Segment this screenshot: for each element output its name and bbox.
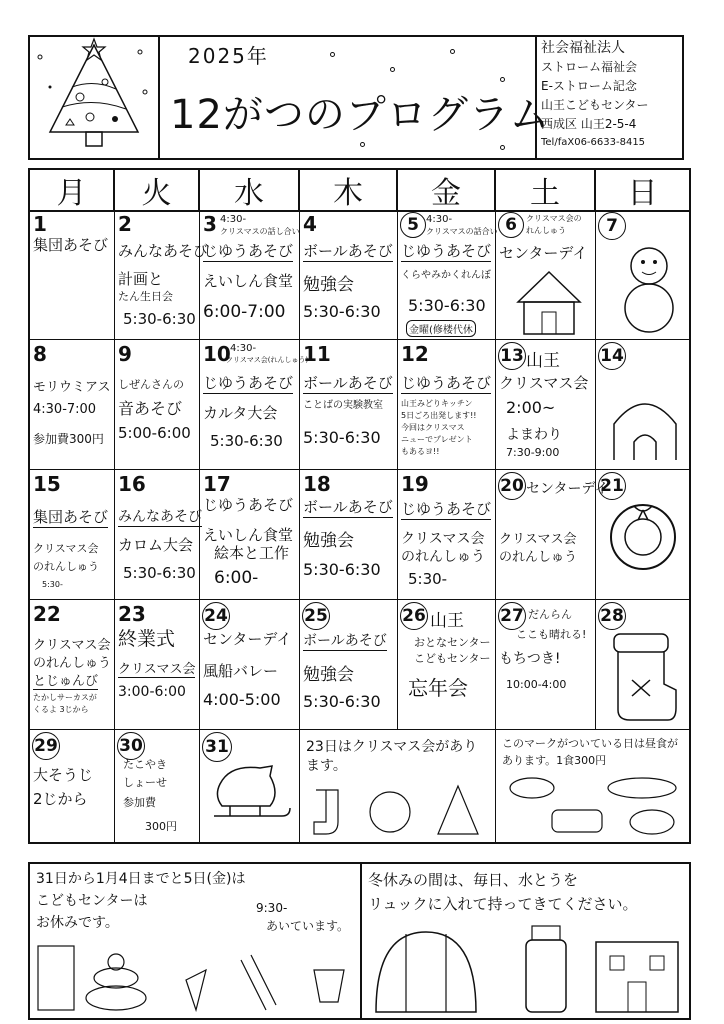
snow-dot	[390, 67, 395, 72]
org-line: 西成区 山王2-5-4	[541, 117, 637, 131]
event-text: 300円	[145, 820, 177, 833]
day-cell-22	[30, 600, 115, 730]
day-cell-24	[200, 600, 300, 730]
event-time: 6:00-	[214, 568, 259, 588]
org-line: 社会福祉法人	[541, 40, 625, 56]
lunch-mark-day-number: 20	[498, 472, 526, 500]
event-text: よまわり	[506, 427, 562, 443]
event-text: センターデイ	[203, 630, 292, 648]
event-time: 2じから	[33, 790, 88, 808]
igloo-icon	[610, 384, 680, 464]
lunch-mark-day-number: 25	[302, 602, 330, 630]
day-cell-16	[115, 470, 200, 600]
event-text: 5日ごろ出発します!!	[401, 411, 477, 420]
event-text: ボールあそび	[303, 498, 393, 516]
event-time: 5:30-6:30	[123, 564, 196, 582]
event-time: 7:30-9:00	[506, 446, 560, 459]
event-time: 4:30-	[426, 214, 453, 225]
event-time: 4:30-7:00	[33, 402, 97, 417]
day-cell-15	[30, 470, 115, 600]
lunch-mark-day-number: 27	[498, 602, 526, 630]
day-cell-12	[398, 340, 496, 470]
snow-dot	[500, 145, 505, 150]
event-time: 6:00-7:00	[203, 302, 286, 322]
event-text: 勉強会	[303, 665, 354, 685]
day-number: 10	[203, 342, 231, 366]
page-title: 12がつのプログラム	[170, 92, 551, 138]
event-time: 3:00-6:00	[118, 684, 186, 700]
event-time: 4:00-5:00	[203, 690, 281, 709]
event-text: しょーせ	[123, 776, 167, 789]
snow-dot	[500, 77, 505, 82]
snow-dot	[330, 52, 335, 57]
event-text: 集団あそび	[33, 236, 109, 254]
day-cell-29	[30, 730, 115, 842]
event-text: クリスマス会	[118, 658, 195, 678]
event-text: こどもセンター	[414, 652, 491, 665]
day-number: 23	[118, 602, 146, 626]
open-note: あいています。	[266, 919, 350, 933]
day-number: 19	[401, 472, 429, 496]
event-text: センターデイ	[526, 481, 609, 497]
day-cell-26	[398, 600, 496, 730]
event-text: センターデイ	[499, 244, 588, 262]
day-cell-1	[30, 210, 115, 340]
event-text: だんらん	[528, 608, 572, 621]
footer-box	[28, 862, 691, 1020]
event-time: 5:30-6:30	[408, 296, 486, 315]
event-time: 4:30-	[230, 343, 257, 354]
event-text: くらやみかくれんぼ	[401, 270, 491, 281]
org-info	[535, 37, 684, 158]
event-text: クリスマス会	[33, 638, 111, 653]
day-cell-19	[398, 470, 496, 600]
day-cell-28	[596, 600, 689, 730]
event-text: クリスマス会の	[526, 214, 582, 223]
holiday-notice-line: 31日から1月4日までと5日(金)は	[36, 871, 246, 887]
event-text: じゆうあそび	[401, 374, 492, 392]
event-text: しぜんさんの	[118, 378, 184, 391]
event-time: 5:30-6:30	[303, 560, 381, 579]
day-cell-27	[496, 600, 596, 730]
christmas-note: 23日はクリスマス会があります。	[306, 739, 478, 774]
event-text: くるよ 3じから	[33, 705, 89, 714]
day-number: 17	[203, 472, 231, 496]
snowman-icon	[616, 238, 682, 334]
event-text: クリスマス会	[33, 542, 99, 555]
event-time: 5:00-6:00	[118, 424, 191, 442]
event-text: えいしん食堂	[203, 526, 294, 544]
christmas-note-cell	[300, 730, 496, 842]
event-text: ニューでプレゼント	[401, 435, 473, 444]
event-text: じゆうあそび	[203, 374, 294, 392]
lunch-mark-day-number: 5	[400, 212, 426, 238]
lunch-note-cell	[496, 730, 689, 842]
day-cell-6	[496, 210, 596, 340]
day-cell-30	[115, 730, 200, 842]
day-number: 12	[401, 342, 429, 366]
lunch-mark-day-number: 30	[117, 732, 145, 760]
lunch-mark-day-number: 26	[400, 602, 428, 630]
event-text: 山王	[430, 611, 464, 631]
day-number-circled: 28	[598, 602, 626, 630]
day-cell-9	[115, 340, 200, 470]
event-text: のれんしゅう	[33, 560, 99, 573]
weekday-thu: 木	[300, 170, 398, 210]
event-text: ボールあそび	[303, 242, 393, 260]
house-icon	[514, 268, 584, 336]
event-text: おとなセンター	[414, 636, 491, 649]
day-cell-14	[596, 340, 689, 470]
new-year-decorations-icon	[36, 940, 356, 1016]
snow-dot	[360, 142, 365, 147]
day-cell-2	[115, 210, 209, 340]
day-number: 9	[118, 342, 132, 366]
event-text: もちつき!	[499, 651, 561, 667]
day-number-circled: 21	[598, 472, 626, 500]
lunch-mark-day-number: 29	[32, 732, 60, 760]
event-text: 今回はクリスマス	[401, 423, 465, 432]
header-box	[28, 35, 684, 160]
event-text: ここも晴れる!	[516, 628, 587, 641]
event-text: じゆうあそび	[401, 500, 492, 518]
event-text: クリスマスの話合い	[426, 227, 498, 236]
event-text: カルタ大会	[203, 404, 278, 422]
day-cell-5	[398, 210, 496, 340]
holiday-notice-line: お休みです。	[36, 915, 119, 931]
event-text: みんなあそび	[118, 242, 209, 260]
day-number: 1	[33, 212, 47, 236]
day-cell-20	[496, 470, 609, 600]
weekday-fri: 金	[398, 170, 496, 210]
event-time: 5:30-6:30	[303, 302, 381, 321]
event-text: クリスマスの話し合い	[220, 227, 300, 236]
event-text: ボールあそび	[303, 374, 393, 392]
event-time: 5:30-6:30	[210, 432, 283, 450]
food-icon	[502, 770, 684, 840]
day-cell-4	[300, 210, 398, 340]
org-line: Tel/faX06-6633-8415	[541, 137, 646, 148]
day-number: 16	[118, 472, 146, 496]
event-text: クリスマス会	[499, 374, 589, 392]
sleigh-icon	[210, 754, 295, 834]
event-time: 2:00~	[506, 398, 556, 417]
event-time: 5:30-6:30	[303, 428, 381, 447]
day-number: 3	[203, 212, 217, 236]
event-time: 5:30-6:30	[123, 310, 196, 328]
event-text: 計画と	[118, 270, 164, 288]
stocking-icon	[610, 630, 680, 725]
lunch-mark-day-number: 24	[202, 602, 230, 630]
calendar-grid	[28, 168, 691, 844]
backpack-bottle-school-icon	[366, 922, 684, 1016]
event-text: じゆうあそび	[401, 242, 492, 260]
event-text: 風船バレー	[203, 662, 279, 680]
water-bottle-line: リュックに入れて持ってきてください。	[368, 895, 638, 913]
event-time: 4:30-	[220, 214, 247, 225]
day-cell-11	[300, 340, 398, 470]
event-text: クリスマス会(れんしゅう)	[226, 356, 309, 364]
day-cell-17	[200, 470, 300, 600]
event-text: モリウミアス	[33, 380, 111, 395]
event-time: 10:00-4:00	[506, 678, 567, 691]
event-text: カロム大会	[118, 536, 194, 554]
weekday-mon: 月	[30, 170, 115, 210]
event-text: 金曜(修楼代休	[406, 320, 476, 337]
day-cell-8	[30, 340, 115, 470]
lunch-mark-day-number: 6	[498, 212, 524, 238]
open-time: 9:30-	[256, 901, 288, 915]
event-text: のれんしゅう	[499, 550, 578, 565]
weekday-tue: 火	[115, 170, 200, 210]
event-text: えいしん食堂	[203, 272, 294, 290]
event-time: 5:30-6:30	[303, 692, 381, 711]
event-text: もあるヨ!!	[401, 447, 440, 456]
day-cell-3	[200, 210, 300, 340]
day-number-circled: 31	[202, 732, 232, 762]
day-number: 18	[303, 472, 331, 496]
event-text: クリスマス会	[499, 532, 577, 547]
event-time: 5:30-	[42, 580, 63, 589]
event-text: ボールあそび	[303, 630, 387, 651]
event-text: 絵本と工作	[214, 544, 290, 562]
event-text: 勉強会	[303, 531, 354, 551]
day-number-circled: 7	[598, 212, 626, 240]
holiday-notice-line: こどもセンターは	[36, 893, 148, 909]
lunch-note: このマークがついている日は昼食があります。1食300円	[502, 737, 678, 767]
event-text: 集団あそび	[33, 508, 109, 526]
weekday-wed: 水	[200, 170, 300, 210]
day-number: 4	[303, 212, 317, 236]
day-cell-21	[596, 470, 689, 600]
weekday-header-row	[30, 170, 689, 212]
org-line: E-ストローム記念	[541, 79, 637, 93]
weekday-sat: 土	[496, 170, 596, 210]
day-cell-31	[200, 730, 300, 842]
event-text: 勉強会	[303, 275, 354, 295]
event-text: とじゅんび	[33, 670, 98, 690]
event-text: じゆうあそび	[203, 242, 294, 260]
event-text: れんしゅう	[526, 226, 566, 235]
day-cell-13	[496, 340, 596, 470]
event-text: のれんしゅう	[33, 656, 112, 671]
tree-illustration-frame	[30, 37, 160, 158]
event-text: 終業式	[118, 628, 176, 650]
water-bottle-line: 冬休みの間は、毎日、水とうを	[368, 871, 579, 889]
event-text: じゆうあそび	[203, 496, 294, 514]
event-text: クリスマス会	[401, 531, 485, 547]
event-time: 5:30-	[408, 570, 448, 588]
lunch-mark-day-number: 13	[498, 342, 526, 370]
day-cell-7	[596, 210, 689, 340]
day-cell-18	[300, 470, 398, 600]
event-text: たこやき	[123, 758, 167, 771]
event-text: 参加費300円	[33, 432, 104, 446]
event-text: 山王	[526, 351, 560, 371]
day-number: 11	[303, 342, 331, 366]
christmas-tree-icon	[30, 37, 158, 158]
event-text: ことばの実験教室	[303, 400, 383, 411]
event-text: たん生日会	[118, 290, 173, 303]
snow-dot	[450, 49, 455, 54]
day-number-circled: 14	[598, 342, 626, 370]
event-text: 山王みどりキッチン	[401, 399, 473, 408]
event-text: 参加費	[123, 796, 156, 809]
day-cell-25	[300, 600, 398, 730]
christmas-decorations-icon	[308, 782, 490, 840]
event-text: たかしサーカスが	[33, 693, 97, 702]
event-text: 音あそび	[118, 399, 183, 418]
year-label: 2025年	[188, 44, 269, 68]
day-cell-23	[115, 600, 200, 730]
holiday-notice	[30, 864, 362, 1018]
event-text: 忘年会	[408, 676, 468, 700]
day-cell-10	[200, 340, 309, 470]
org-line: 山王こどもセンター	[541, 98, 649, 112]
day-number: 2	[118, 212, 132, 236]
day-number: 15	[33, 472, 61, 496]
weekday-sun: 日	[627, 176, 658, 211]
event-text: のれんしゅう	[401, 549, 485, 565]
day-number: 8	[33, 342, 47, 366]
org-line: ストローム福祉会	[541, 60, 638, 74]
event-text: 大そうじ	[33, 766, 94, 784]
event-text: みんなあそび	[118, 506, 202, 527]
day-number: 22	[33, 602, 61, 626]
water-bottle-notice	[360, 864, 689, 1018]
wreath-icon	[604, 498, 682, 576]
